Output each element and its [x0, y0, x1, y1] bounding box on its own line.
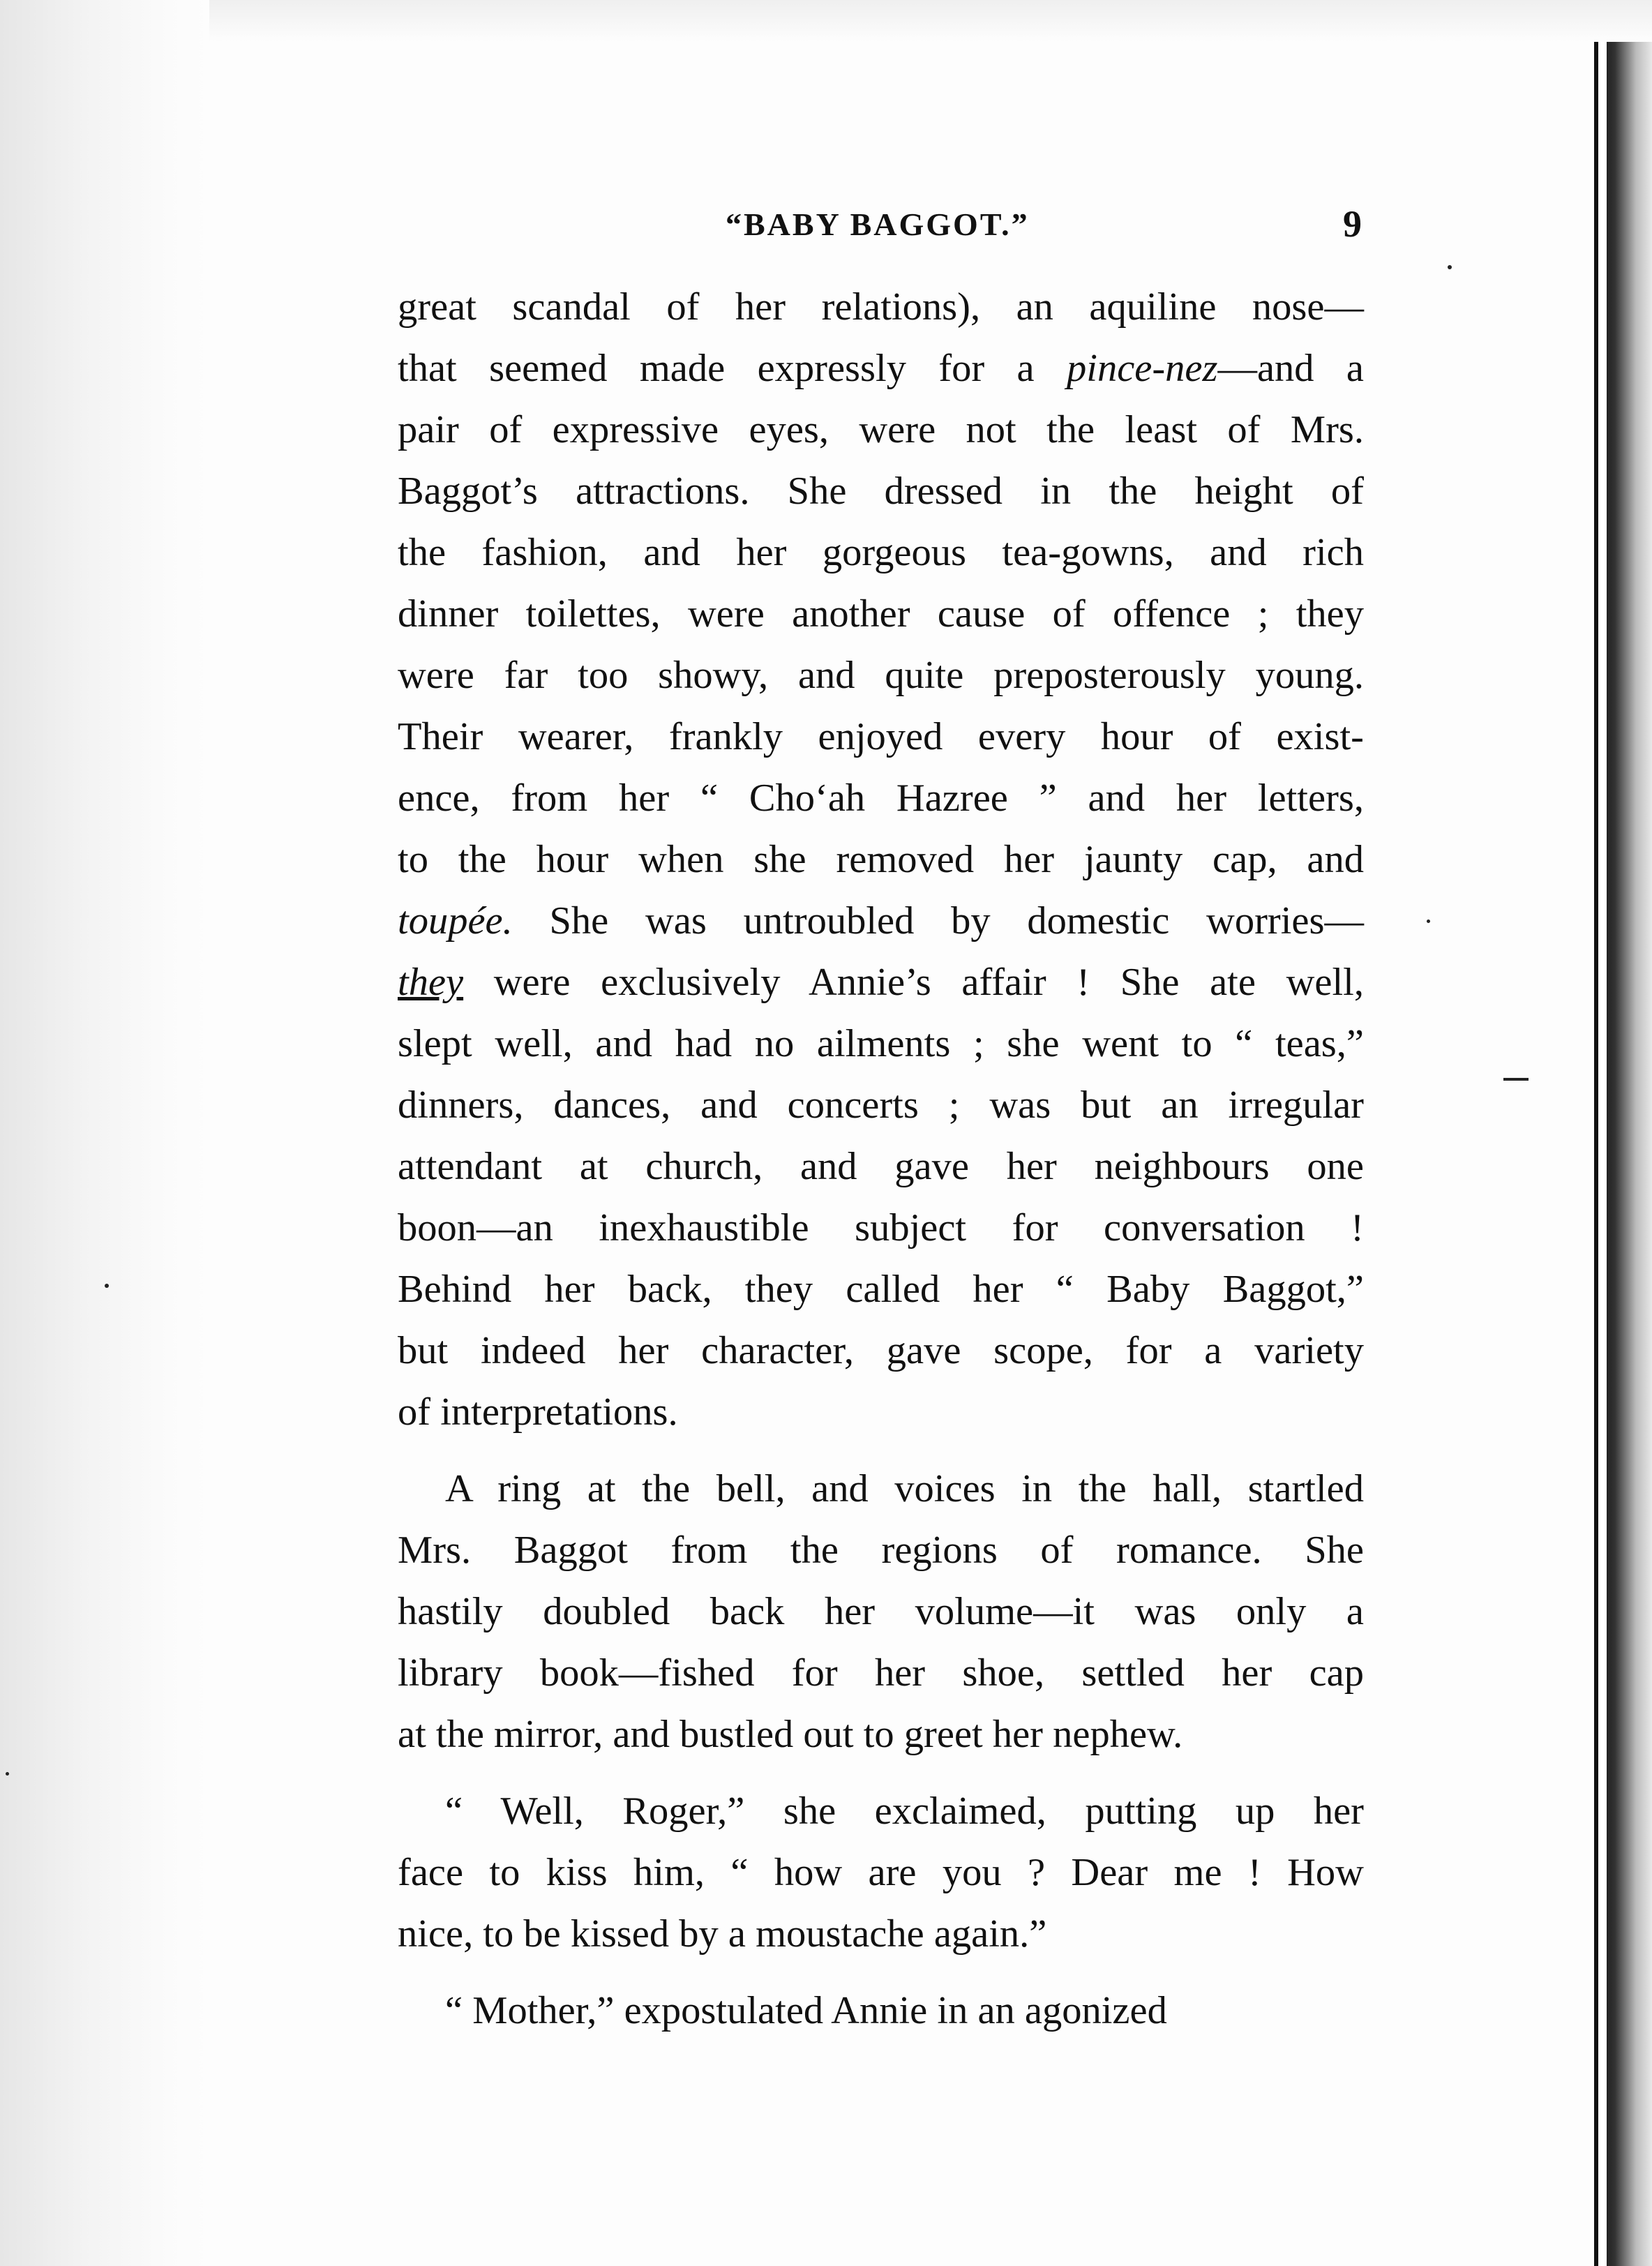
paragraph	[398, 1980, 1364, 2041]
text-run: ence, from her “ Cho‘ah Hazree ” and her letters,	[398, 776, 1364, 820]
top-shadow	[0, 0, 1652, 42]
text-line	[398, 1259, 1364, 1320]
text-line	[398, 1520, 1364, 1581]
page-edge	[1594, 42, 1652, 2266]
text-run: A ring at the bell, and voices in the hall, startled	[445, 1467, 1364, 1510]
text-run: “ Well, Roger,” she exclaimed, putting up her	[445, 1789, 1364, 1833]
text-line	[398, 1903, 1364, 1965]
paragraph-gap	[398, 1765, 1364, 1780]
text-run: of interpretations.	[398, 1390, 678, 1434]
body-text	[398, 276, 1364, 2041]
paragraph-gap	[398, 1443, 1364, 1458]
text-line	[398, 767, 1364, 829]
text-line	[398, 1642, 1364, 1704]
text-run: Behind her back, they called her “ Baby Baggot,”	[398, 1268, 1364, 1311]
text-line	[398, 399, 1364, 460]
text-line	[398, 829, 1364, 890]
text-run: Their wearer, frankly enjoyed every hour of exist-	[398, 715, 1364, 758]
paragraph	[398, 1780, 1364, 1965]
text-line	[398, 460, 1364, 522]
text-run: great scandal of her relations), an aquiline nose—	[398, 285, 1364, 329]
binding-shadow	[0, 0, 209, 2266]
text-run: at the mirror, and bustled out to greet her nephew.	[398, 1713, 1183, 1756]
text-run: dinner toilettes, were another cause of offence ; they	[398, 592, 1364, 636]
text-line	[398, 1980, 1364, 2041]
text-line	[398, 1458, 1364, 1520]
text-line	[398, 706, 1364, 767]
text-run: Mrs. Baggot from the regions of romance. She	[398, 1529, 1364, 1572]
paragraph	[398, 276, 1364, 1443]
text-run: were exclusively Annie’s affair ! She ate well,	[463, 961, 1364, 1004]
text-line	[398, 1381, 1364, 1443]
text-run: boon—an inexhaustible subject for conversation !	[398, 1206, 1364, 1250]
paragraph-gap	[398, 1965, 1364, 1980]
paragraph	[398, 1458, 1364, 1765]
text-line	[398, 952, 1364, 1013]
text-line	[398, 890, 1364, 952]
text-run: —and a	[1217, 347, 1364, 390]
text-run: hastily doubled back her volume—it was only a	[398, 1590, 1364, 1633]
text-run: face to kiss him, “ how are you ? Dear me ! How	[398, 1851, 1364, 1894]
text-run: but indeed her character, gave scope, for a variety	[398, 1329, 1364, 1372]
text-run: were far too showy, and quite preposterously young.	[398, 654, 1364, 697]
italic-word: pince-nez	[1067, 347, 1218, 390]
text-run: Baggot’s attractions. She dressed in the height of	[398, 470, 1364, 513]
text-line	[398, 276, 1364, 338]
text-line	[398, 522, 1364, 583]
text-line	[398, 645, 1364, 706]
text-run: slept well, and had no ailments ; she went to “ teas,”	[398, 1022, 1364, 1065]
text-line	[398, 338, 1364, 399]
text-run: library book—fished for her shoe, settled her cap	[398, 1651, 1364, 1695]
text-run: attendant at church, and gave her neighbours one	[398, 1145, 1364, 1188]
text-line	[398, 1013, 1364, 1074]
page-number: 9	[1343, 203, 1362, 245]
text-line	[398, 1074, 1364, 1136]
text-line	[398, 1197, 1364, 1259]
scan-speck	[1448, 265, 1452, 269]
scan-speck	[6, 1772, 9, 1776]
text-line	[398, 1780, 1364, 1842]
text-run: She was untroubled by domestic worries—	[512, 899, 1364, 943]
running-head: “BABY BAGGOT.”	[726, 207, 1030, 242]
text-line	[398, 1704, 1364, 1765]
text-run: that seemed made expressly for a	[398, 347, 1067, 390]
text-run: to the hour when she removed her jaunty cap, and	[398, 838, 1364, 881]
text-run: “ Mother,” expostulated Annie in an agonized	[445, 1989, 1167, 2032]
italic-word: toupée.	[398, 899, 513, 943]
text-run: pair of expressive eyes, were not the least of Mrs.	[398, 408, 1364, 451]
italic-word: they	[398, 961, 464, 1004]
text-line	[398, 1320, 1364, 1381]
text-line	[398, 1581, 1364, 1642]
text-line	[398, 583, 1364, 645]
text-line	[398, 1136, 1364, 1197]
text-run: nice, to be kissed by a moustache again.”	[398, 1912, 1047, 1956]
scan-speck	[105, 1284, 109, 1288]
text-line	[398, 1842, 1364, 1903]
scan-speck	[1427, 920, 1430, 923]
text-run: dinners, dances, and concerts ; was but an irregular	[398, 1083, 1364, 1127]
text-run: the fashion, and her gorgeous tea-gowns, and rich	[398, 531, 1364, 574]
scan-speck	[1503, 1078, 1529, 1081]
